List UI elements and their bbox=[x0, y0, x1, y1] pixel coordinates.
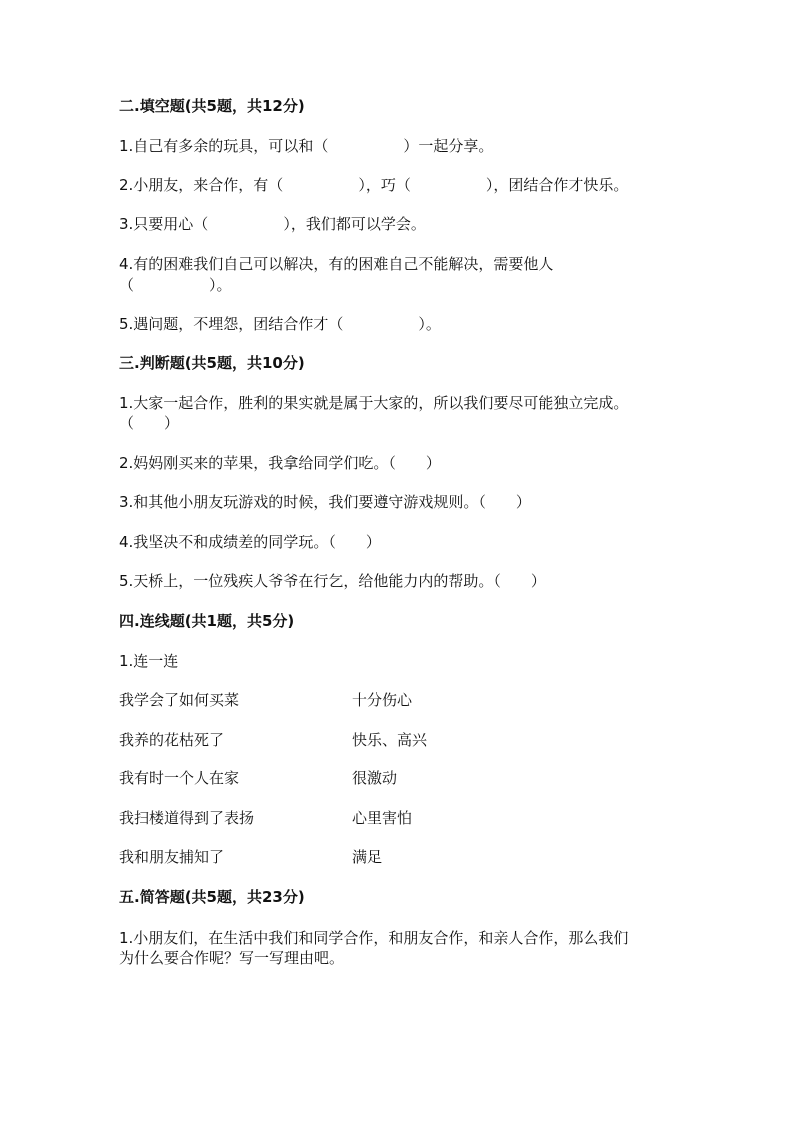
match-right-item: 心里害怕 bbox=[352, 809, 413, 827]
match-left-item: 我有时一个人在家 bbox=[119, 769, 240, 787]
match-right-item: 很激动 bbox=[352, 769, 398, 787]
question-judge-1-line2: （ ） bbox=[119, 414, 180, 432]
match-left-item: 我学会了如何买菜 bbox=[119, 691, 240, 709]
question-fill-1: 1.自己有多余的玩具，可以和（ ）一起分享。 bbox=[119, 137, 494, 155]
question-judge-5: 5.天桥上，一位残疾人爷爷在行乞，给他能力内的帮助。（ ） bbox=[119, 572, 546, 590]
question-fill-4-line2: （ ）。 bbox=[119, 276, 232, 294]
question-judge-2: 2.妈妈刚买来的苹果，我拿给同学们吃。（ ） bbox=[119, 454, 441, 472]
section-title-short-answer: 五.简答题(共5题，共23分) bbox=[119, 888, 305, 906]
match-left-item: 我扫楼道得到了表扬 bbox=[119, 809, 255, 827]
section-title-fill-blank: 二.填空题(共5题，共12分) bbox=[119, 97, 305, 115]
question-match-1: 1.连一连 bbox=[119, 652, 179, 670]
question-judge-3: 3.和其他小朋友玩游戏的时候，我们要遵守游戏规则。（ ） bbox=[119, 493, 531, 511]
question-fill-4-line1: 4.有的困难我们自己可以解决，有的困难自己不能解决，需要他人 bbox=[119, 255, 554, 273]
section-title-match: 四.连线题(共1题，共5分) bbox=[119, 612, 295, 630]
question-fill-5: 5.遇问题，不埋怨，团结合作才（ ）。 bbox=[119, 315, 441, 333]
question-short-1-line2: 为什么要合作呢？写一写理由吧。 bbox=[119, 949, 345, 967]
match-right-item: 快乐、高兴 bbox=[352, 731, 428, 749]
question-judge-1-line1: 1.大家一起合作，胜利的果实就是属于大家的，所以我们要尽可能独立完成。 bbox=[119, 394, 629, 412]
match-left-item: 我和朋友捕知了 bbox=[119, 848, 225, 866]
question-judge-4: 4.我坚决不和成绩差的同学玩。（ ） bbox=[119, 533, 381, 551]
match-right-item: 十分伤心 bbox=[352, 691, 413, 709]
match-right-item: 满足 bbox=[352, 848, 383, 866]
question-fill-3: 3.只要用心（ ），我们都可以学会。 bbox=[119, 215, 426, 233]
question-short-1-line1: 1.小朋友们，在生活中我们和同学合作，和朋友合作，和亲人合作，那么我们 bbox=[119, 929, 629, 947]
match-left-item: 我养的花枯死了 bbox=[119, 731, 225, 749]
question-fill-2: 2.小朋友，来合作，有（ ），巧（ ），团结合作才快乐。 bbox=[119, 176, 629, 194]
section-title-judge: 三.判断题(共5题，共10分) bbox=[119, 354, 305, 372]
